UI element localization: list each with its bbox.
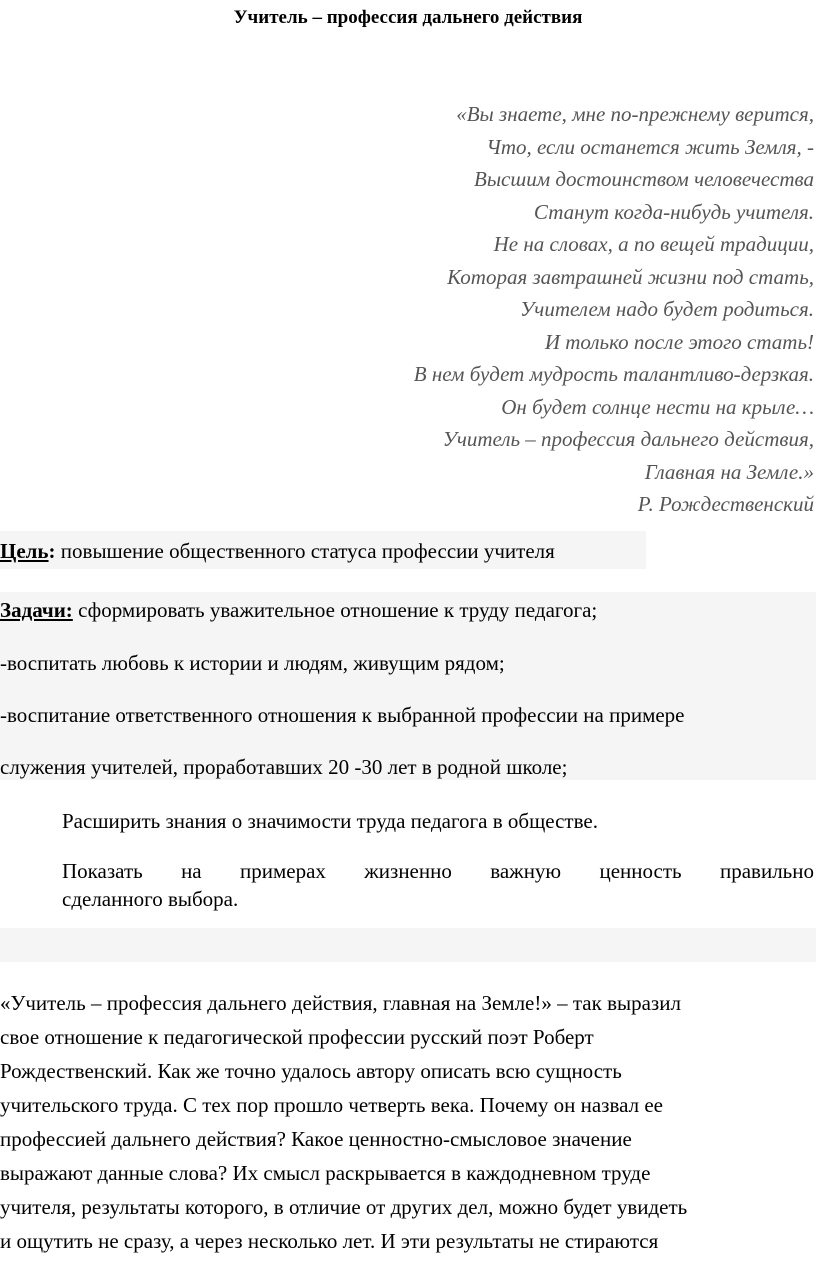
- body-line: профессией дальнего действия? Какое ценностно-смысловое значение: [0, 1127, 632, 1151]
- epigraph-line: Учитель – профессия дальнего действия,: [442, 427, 814, 451]
- body-line: выражают данные слова? Их смысл раскрывается в каждодневном труде: [0, 1161, 651, 1185]
- epigraph-line: «Вы знаете, мне по-прежнему верится,: [456, 102, 814, 126]
- body-line: и ощутить не сразу, а через несколько лет. И эти результаты не стираются: [0, 1229, 659, 1253]
- epigraph-line: Главная на Земле.»: [644, 459, 814, 484]
- epigraph: [294, 98, 814, 521]
- extra-tasks-shade: [0, 928, 816, 962]
- epigraph-line: И только после этого стать!: [544, 329, 814, 354]
- extra-task-line: сделанного выбора.: [62, 887, 239, 911]
- page-title: Учитель – профессия дальнего действия: [233, 7, 583, 28]
- epigraph-line: Высшим достоинством человечества: [474, 167, 814, 191]
- epigraph-line: Он будет солнце нести на крыле…: [501, 394, 814, 419]
- body-line: учителя, результаты которого, в отличие от других дел, можно будет увидеть: [0, 1195, 688, 1219]
- tasks-paragraph: [0, 596, 597, 624]
- task-item: служения учителей, проработавших 20 -30 лет в родной школе;: [0, 755, 568, 779]
- tasks-label: Задачи:: [0, 598, 73, 622]
- goal-label: Цель: [0, 539, 49, 563]
- extra-task-item: [62, 857, 814, 913]
- task-item: -воспитать любовь к истории и людям, живущим рядом;: [0, 651, 505, 675]
- body-line: свое отношение к педагогической профессии русский поэт Роберт: [0, 1025, 594, 1049]
- epigraph-line: Станут когда-нибудь учителя.: [533, 199, 814, 224]
- body-line: учительского труда. С тех пор прошло четверть века. Почему он назвал ее: [0, 1093, 663, 1117]
- epigraph-line: В нем будет мудрость талантливо-дерзкая.: [413, 362, 814, 386]
- task-item: -воспитание ответственного отношения к выбранной профессии на примере: [0, 703, 685, 727]
- body-line: Рождественский. Как же точно удалось автору описать всю сущность: [0, 1059, 622, 1083]
- goal-colon: :: [48, 539, 56, 563]
- extra-task-line: Показать на примерах жизненно важную ценность правильно: [62, 859, 814, 883]
- epigraph-line: Что, если останется жить Земля, -: [486, 134, 814, 159]
- extra-task-item: Расширить знания о значимости труда педагога в обществе.: [62, 809, 598, 833]
- epigraph-author: Р. Рождественский: [637, 492, 814, 516]
- goal-text: повышение общественного статуса профессии учителя: [55, 539, 555, 563]
- epigraph-line: Которая завтрашней жизни под стать,: [447, 264, 814, 289]
- goal-paragraph: [0, 537, 555, 565]
- tasks-first: сформировать уважительное отношение к труду педагога;: [72, 598, 598, 622]
- body-paragraph: [0, 986, 800, 1258]
- body-line: «Учитель – профессия дальнего действия, главная на Земле!» – так выразил: [0, 991, 681, 1015]
- epigraph-line: Не на словах, а по вещей традиции,: [493, 232, 814, 256]
- epigraph-line: Учителем надо будет родиться.: [520, 297, 814, 321]
